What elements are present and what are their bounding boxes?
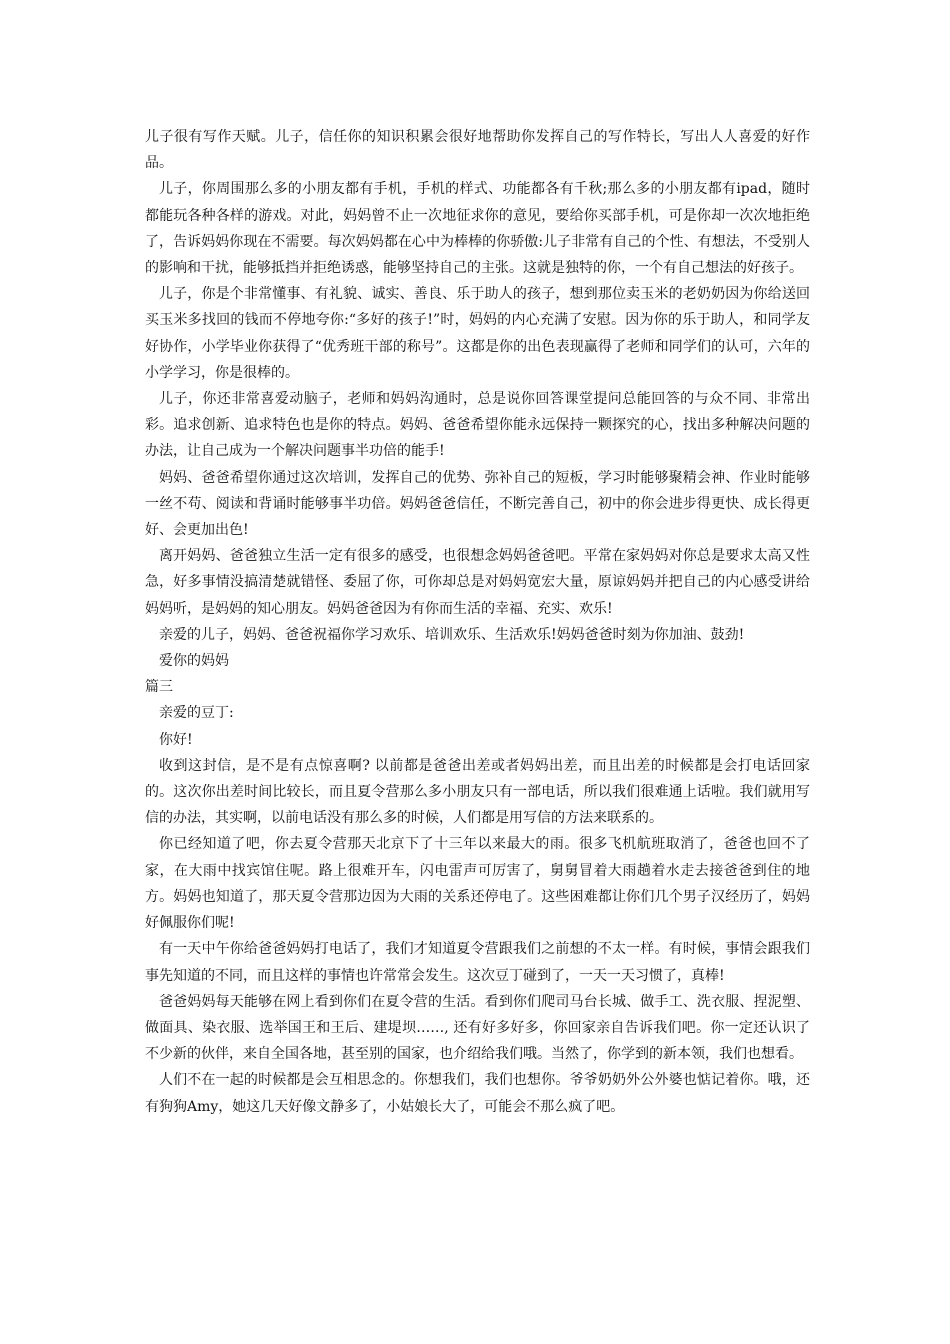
paragraph-4: 儿子，你还非常喜爱动脑子，老师和妈妈沟通时，总是说你回答课堂提问总能回答的与众不同、非常出彩。追求创新、追求特色也是你的特点。妈妈、爸爸希望你能永远保持一颗探究的心，找出多种解决问题的办法，让自己成为一个解决问题事半功倍的能手! xyxy=(145,391,810,460)
paragraph-3: 儿子，你是个非常懂事、有礼貌、诚实、善良、乐于助人的孩子，想到那位卖玉米的老奶奶因为你给送回买玉米多找回的钱而不停地夸你:“多好的孩子!”时，妈妈的内心充满了安慰。因为你的乐于助人，和同学友好协作，小学毕业你获得了“优秀班干部的称号”。这都是你的出色表现赢得了老师和同学们的认可，六年的小学学习，你是很棒的。 xyxy=(145,286,810,381)
paragraph-1: 儿子很有写作天赋。儿子，信任你的知识积累会很好地帮助你发挥自己的写作特长，写出人人喜爱的好作品。 xyxy=(145,129,810,172)
paragraph-7: 亲爱的儿子，妈妈、爸爸祝福你学习欢乐、培训欢乐、生活欢乐!妈妈爸爸时刻为你加油、鼓劲! xyxy=(159,626,745,643)
paragraph-11: 爸爸妈妈每天能够在网上看到你们在夏令营的生活。看到你们爬司马台长城、做手工、洗衣服、捏泥塑、做面具、染衣服、选举国王和王后、建堤坝……, 还有好多好多，你回家亲自告诉我们吧。你一定还认识了不少新的伙伴，来自全国各地，甚至别的国家，也介绍给我们哦。当然了，你学到的新本领，我们也想看。 xyxy=(145,993,810,1063)
paragraph-6: 离开妈妈、爸爸独立生活一定有很多的感受，也很想念妈妈爸爸吧。平常在家妈妈对你总是要求太高又性急，好多事情没搞清楚就错怪、委屈了你，可你却总是对妈妈宽宏大量，原谅妈妈并把自己的内心感受讲给妈妈听，是妈妈的知心朋友。妈妈爸爸因为有你而生活的幸福、充实、欢乐! xyxy=(145,548,810,617)
paragraph-12: 人们不在一起的时候都是会互相思念的。你想我们，我们也想你。爷爷奶奶外公外婆也惦记着你。哦，还有狗狗Amy，她这几天好像文静多了，小姑娘长大了，可能会不那么疯了吧。 xyxy=(145,1072,810,1115)
paragraph-10: 有一天中午你给爸爸妈妈打电话了，我们才知道夏令营跟我们之前想的不太一样。有时候，事情会跟我们事先知道的不同，而且这样的事情也许常常会发生。这次豆丁碰到了，一天一天习惯了，真棒! xyxy=(145,941,810,984)
greeting: 你好! xyxy=(159,731,193,748)
section-heading: 篇三 xyxy=(145,679,173,696)
paragraph-9: 你已经知道了吧，你去夏令营那天北京下了十三年以来最大的雨。很多飞机航班取消了，爸爸也回不了家，在大雨中找宾馆住呢。路上很难开车，闪电雷声可厉害了，舅舅冒着大雨趟着水走去接爸爸到住的地方。妈妈也知道了，那天夏令营那边因为大雨的关系还停电了。这些困难都让你们几个男子汉经历了，妈妈好佩服你们呢! xyxy=(145,836,810,932)
document-body xyxy=(145,124,810,1120)
salutation: 亲爱的豆丁: xyxy=(159,705,234,722)
paragraph-5: 妈妈、爸爸希望你通过这次培训，发挥自己的优势、弥补自己的短板，学习时能够聚精会神、作业时能够一丝不苟、阅读和背诵时能够事半功倍。妈妈爸爸信任，不断完善自己，初中的你会进步得更快、成长得更好、会更加出色! xyxy=(145,469,810,539)
paragraph-2: 儿子，你周围那么多的小朋友都有手机，手机的样式、功能都各有千秋;那么多的小朋友都有ipad，随时都能玩各种各样的游戏。对此，妈妈曾不止一次地征求你的意见，要给你买部手机，可是你却一次次地拒绝了，告诉妈妈你现在不需要。每次妈妈都在心中为棒棒的你骄傲:儿子非常有自己的个性、有想法，不受别人的影响和干扰，能够抵挡并拒绝诱惑，能够坚持自己的主张。这就是独特的你，一个有自己想法的好孩子。 xyxy=(145,181,810,277)
paragraph-8: 收到这封信，是不是有点惊喜啊? 以前都是爸爸出差或者妈妈出差，而且出差的时候都是会打电话回家的。这次你出差时间比较长，而且夏令营那么多小朋友只有一部电话，所以我们很难通上话啦。我们就用写信的办法，其实啊，以前电话没有那么多的时候，人们都是用写信的方法来联系的。 xyxy=(145,757,810,827)
signature: 爱你的妈妈 xyxy=(159,653,229,670)
